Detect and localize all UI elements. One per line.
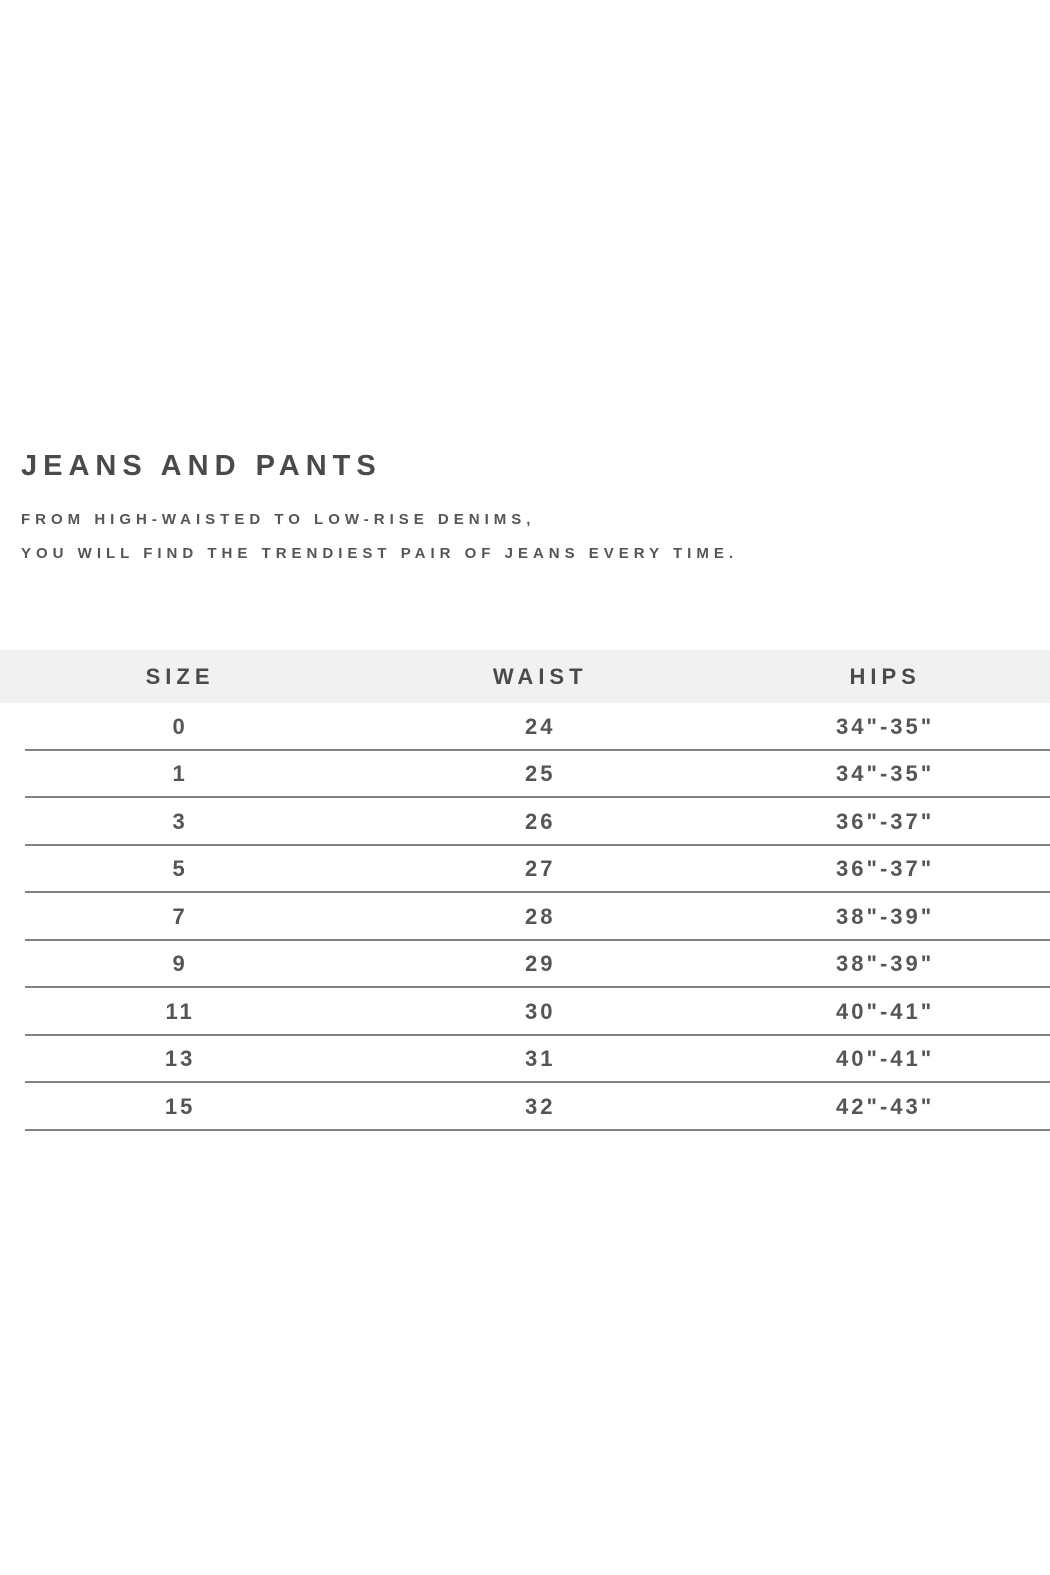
table-row	[0, 988, 1050, 1036]
intro-section	[21, 447, 738, 562]
cell-size: 1	[172, 761, 188, 787]
cell-waist: 30	[524, 998, 556, 1024]
table-row	[0, 703, 1050, 751]
subtitle-line-2: YOU WILL FIND THE TRENDIEST PAIR OF JEANS EVERY TIME.	[21, 545, 738, 562]
cell-size: 13	[164, 1046, 196, 1072]
table-row	[0, 941, 1050, 989]
cell-hips: 40"-41"	[836, 1046, 935, 1072]
size-table	[0, 650, 1050, 1131]
cell-size: 11	[165, 998, 195, 1024]
cell-hips: 34"-35"	[836, 713, 935, 739]
page-title: JEANS AND PANTS	[21, 450, 382, 482]
cell-hips: 42"-43"	[836, 1093, 935, 1119]
cell-hips: 38"-39"	[836, 951, 935, 977]
table-body	[0, 703, 1050, 1131]
cell-size: 5	[172, 856, 188, 882]
cell-waist: 25	[524, 761, 556, 787]
cell-size: 0	[172, 713, 188, 739]
cell-waist: 26	[524, 808, 556, 834]
cell-waist: 28	[524, 903, 556, 929]
table-row	[0, 1083, 1050, 1131]
column-header-size: SIZE	[145, 663, 215, 689]
cell-size: 15	[164, 1093, 196, 1119]
cell-hips: 38"-39"	[836, 903, 935, 929]
cell-waist: 31	[524, 1046, 556, 1072]
table-row	[0, 751, 1050, 799]
cell-waist: 29	[524, 951, 556, 977]
table-row	[0, 893, 1050, 941]
cell-waist: 27	[524, 856, 556, 882]
cell-hips: 36"-37"	[836, 856, 935, 882]
column-header-hips: HIPS	[849, 663, 921, 689]
column-header-waist: WAIST	[492, 663, 588, 689]
cell-size: 7	[172, 903, 188, 929]
cell-size: 9	[172, 951, 188, 977]
cell-hips: 34"-35"	[836, 761, 935, 787]
table-row	[0, 798, 1050, 846]
cell-hips: 36"-37"	[836, 808, 935, 834]
cell-hips: 40"-41"	[836, 998, 935, 1024]
subtitle-line-1: FROM HIGH-WAISTED TO LOW-RISE DENIMS,	[21, 511, 536, 528]
cell-waist: 32	[524, 1093, 556, 1119]
table-row	[0, 1036, 1050, 1084]
cell-size: 3	[172, 808, 188, 834]
table-header-row	[0, 650, 1050, 703]
table-row	[0, 846, 1050, 894]
cell-waist: 24	[524, 713, 556, 739]
